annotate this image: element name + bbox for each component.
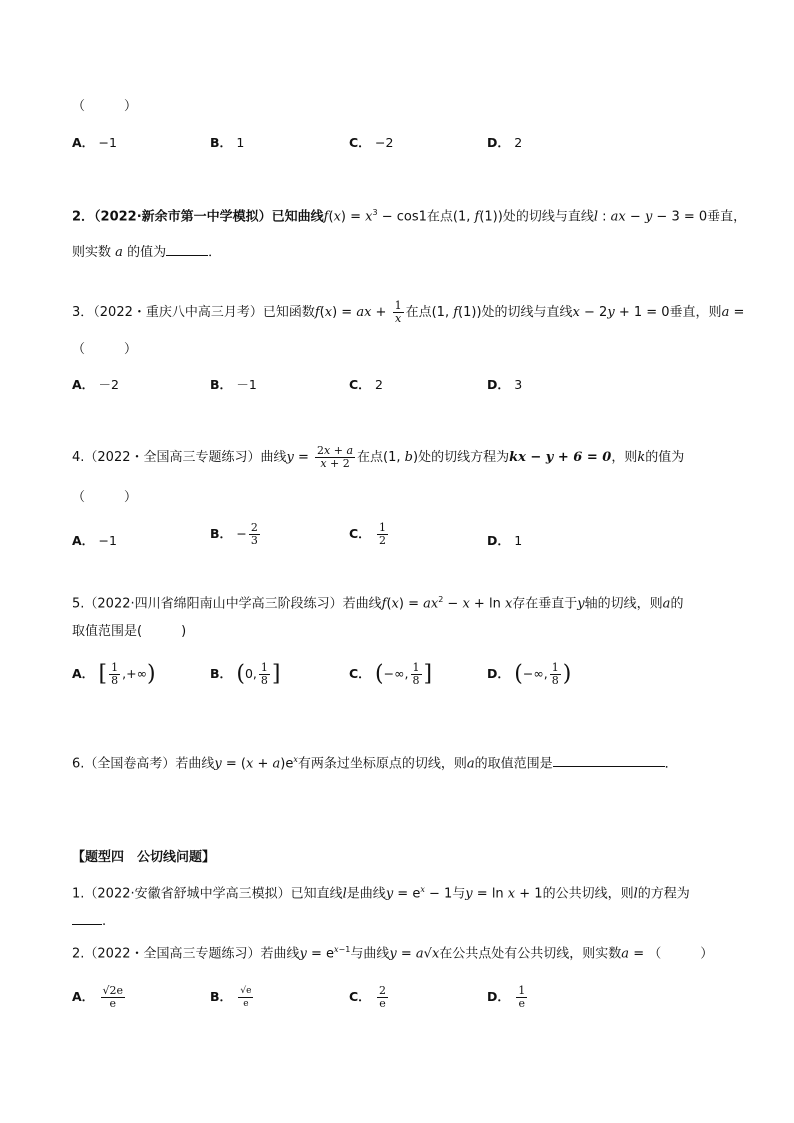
- option-c[interactable]: C． $\frac{2}{e}$: [349, 984, 387, 1010]
- option-d[interactable]: D． $\frac{1}{e}$: [487, 984, 526, 1010]
- question-2-line-2: 则实数 a 的值为 ．: [72, 245, 222, 260]
- option-d[interactable]: D． (−∞, $\frac{1}{8}$ ): [487, 661, 572, 687]
- paren-choice: （ ）: [72, 99, 138, 114]
- option-a[interactable]: A． −1: [72, 135, 117, 150]
- question-3-line-1: 3．（2022・重庆八中高三月考）已知函数f(x) = ax + $\frac{1}{x}$ 在点(1, f(1))处的切线与直线x − 2y + 1 = 0垂直，则a =: [72, 299, 745, 325]
- option-b[interactable]: B． (0, $\frac{1}{8}$ ]: [210, 661, 281, 687]
- option-c[interactable]: C． 2: [349, 377, 383, 392]
- option-a[interactable]: A． [ $\frac{1}{8}$ ,+∞): [72, 661, 156, 687]
- section-question-2-line-1: 2.（2022・全国高三专题练习）若曲线$y = e^{x-1}$与曲线y = a√x在公共点处有公共切线，则实数a = （ ）: [72, 945, 714, 962]
- option-d[interactable]: D． 3: [487, 377, 523, 392]
- option-c[interactable]: C． $\frac{1}{2}$: [349, 521, 387, 547]
- question-4-line-1: 4.（2022・全国高三专题练习）曲线y = $\frac{2x + a}{x + 2}$ 在点(1, b)处的切线方程为kx − y + 6 = 0，则k的值为: [72, 444, 685, 470]
- option-c[interactable]: C． −2: [349, 135, 394, 150]
- option-b[interactable]: B． $\frac{√e}{e}$: [210, 986, 252, 1009]
- paren-choice: （ ）: [72, 490, 138, 505]
- option-b[interactable]: B． 1: [210, 135, 245, 150]
- option-b[interactable]: B． − $\frac{2}{3}$: [210, 521, 258, 547]
- paren-choice: （ ）: [72, 342, 138, 357]
- option-a[interactable]: A． $\frac{√2e}{e}$: [72, 984, 124, 1010]
- question-6-line-1: 6.（全国卷高考）若曲线$y = (x + a)e^x$有两条过坐标原点的切线，则a的取值范围是 ．: [72, 755, 678, 772]
- option-d[interactable]: D． 1: [487, 533, 523, 548]
- section-question-1-line-1: 1.（2022·安徽省舒城中学高三模拟）已知直线l是曲线$y = e^x - 1$与y = ln x + 1的公共切线，则l的方程为: [72, 885, 690, 902]
- option-a[interactable]: A． －2: [72, 377, 119, 392]
- section-heading: 【题型四 公切线问题】: [72, 850, 216, 865]
- option-a[interactable]: A． −1: [72, 533, 117, 548]
- option-c[interactable]: C． (−∞, $\frac{1}{8}$ ]: [349, 661, 433, 687]
- section-question-1-line-2: .: [72, 912, 106, 932]
- question-5-line-1: 5.（2022·四川省绵阳南山中学高三阶段练习）若曲线$f(x) = ax^2 - x + \ln x$存在垂直于y轴的切线，则a的: [72, 595, 684, 612]
- option-b[interactable]: B． －1: [210, 377, 257, 392]
- question-5-line-2: 取值范围是( ): [72, 624, 187, 639]
- option-d[interactable]: D． 2: [487, 135, 523, 150]
- question-2-line-1: 2．（2022·新余市第一中学模拟）已知曲线$f(x) = x^3 - \cos 1$在点(1, f(1))处的切线与直线l : ax − y − 3 = 0垂直，: [72, 208, 747, 225]
